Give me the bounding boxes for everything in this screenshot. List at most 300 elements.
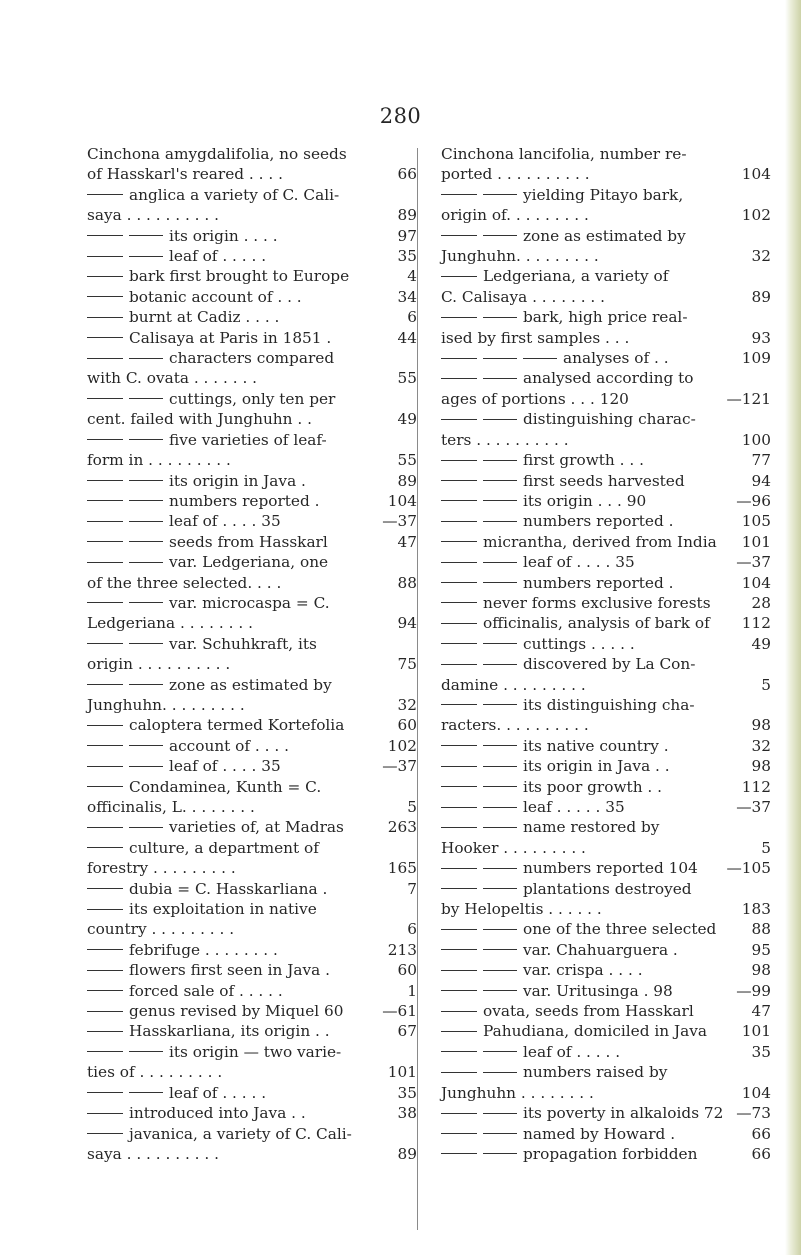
entry-text: Hasskarliana, its origin . . bbox=[129, 1022, 330, 1041]
ditto-dash bbox=[129, 643, 163, 644]
entry-text: its origin . . . . bbox=[169, 226, 278, 245]
ditto-dash bbox=[441, 419, 477, 420]
ditto-dash bbox=[87, 521, 123, 522]
ditto-dash bbox=[441, 562, 477, 563]
index-entry bbox=[87, 328, 417, 348]
entry-text: leaf of . . . . . bbox=[169, 247, 267, 266]
index-entry bbox=[87, 1083, 417, 1103]
entry-page-ref: 7 bbox=[407, 879, 417, 898]
ditto-dash bbox=[87, 725, 123, 726]
ditto-dash bbox=[129, 766, 163, 767]
index-column-right bbox=[441, 144, 771, 1164]
ditto-dash bbox=[483, 317, 517, 318]
ditto-dash bbox=[441, 1133, 477, 1134]
page-edge-shadow bbox=[785, 0, 801, 1255]
index-entry bbox=[87, 634, 417, 675]
entry-text: zone as estimated by bbox=[523, 226, 686, 245]
ditto-dash bbox=[441, 1011, 477, 1012]
entry-page-ref: 4 bbox=[407, 267, 417, 286]
ditto-dash bbox=[129, 562, 163, 563]
entry-page-ref: 89 bbox=[397, 206, 417, 225]
ditto-dash bbox=[87, 847, 123, 848]
index-entry bbox=[87, 491, 417, 511]
entry-page-ref: 88 bbox=[397, 573, 417, 592]
entry-page-ref: 165 bbox=[387, 859, 417, 878]
entry-page-ref: 98 bbox=[751, 961, 771, 980]
index-entry bbox=[441, 491, 771, 511]
ditto-dash bbox=[441, 786, 477, 787]
ditto-dash bbox=[441, 460, 477, 461]
entry-text: seeds from Hasskarl bbox=[169, 532, 328, 551]
entry-text: distinguishing charac- bbox=[523, 410, 696, 429]
index-entry bbox=[441, 634, 771, 654]
entry-text: of Hasskarl's reared . . . . bbox=[87, 165, 283, 184]
ditto-dash bbox=[87, 827, 123, 828]
ditto-dash bbox=[441, 745, 477, 746]
entry-text: characters compared bbox=[169, 349, 335, 368]
entry-page-ref: 102 bbox=[741, 206, 771, 225]
ditto-dash bbox=[441, 1051, 477, 1052]
ditto-dash bbox=[129, 827, 163, 828]
ditto-dash bbox=[483, 460, 517, 461]
entry-text: saya . . . . . . . . . . bbox=[87, 206, 219, 225]
ditto-dash bbox=[441, 276, 477, 277]
ditto-dash bbox=[441, 888, 477, 889]
ditto-dash bbox=[441, 602, 477, 603]
entry-text: country . . . . . . . . . bbox=[87, 920, 235, 939]
entry-page-ref: 55 bbox=[397, 451, 417, 470]
entry-text: damine . . . . . . . . . bbox=[441, 675, 586, 694]
entry-text: five varieties of leaf- bbox=[169, 430, 327, 449]
index-entry bbox=[87, 246, 417, 266]
index-entry bbox=[87, 511, 417, 531]
entry-text: cent. failed with Junghuhn . . bbox=[87, 410, 312, 429]
index-entry bbox=[87, 960, 417, 980]
ditto-dash bbox=[483, 807, 517, 808]
entry-page-ref: 49 bbox=[751, 634, 771, 653]
ditto-dash bbox=[87, 643, 123, 644]
entry-page-ref: 94 bbox=[751, 471, 771, 490]
entry-page-ref: —96 bbox=[736, 491, 771, 510]
entry-text: ised by first samples . . . bbox=[441, 328, 630, 347]
entry-text: var. microcaspa = C. bbox=[169, 593, 330, 612]
entry-text: account of . . . . bbox=[169, 736, 289, 755]
entry-page-ref: 102 bbox=[387, 736, 417, 755]
ditto-dash bbox=[87, 1051, 123, 1052]
entry-page-ref: 183 bbox=[741, 900, 771, 919]
entry-page-ref: 101 bbox=[741, 1022, 771, 1041]
entry-text: first seeds harvested bbox=[523, 471, 685, 490]
index-entry bbox=[441, 797, 771, 817]
ditto-dash bbox=[441, 541, 477, 542]
ditto-dash bbox=[441, 664, 477, 665]
entry-page-ref: 49 bbox=[397, 410, 417, 429]
entry-text: cuttings . . . . . bbox=[523, 634, 635, 653]
ditto-dash bbox=[483, 970, 517, 971]
index-entry bbox=[87, 838, 417, 879]
ditto-dash bbox=[483, 949, 517, 950]
entry-text: with C. ovata . . . . . . . bbox=[87, 369, 258, 388]
index-entry bbox=[441, 593, 771, 613]
ditto-dash bbox=[441, 521, 477, 522]
entry-text: first growth . . . bbox=[523, 451, 644, 470]
index-entry bbox=[87, 817, 417, 837]
ditto-dash bbox=[441, 358, 477, 359]
entry-text: cuttings, only ten per bbox=[169, 389, 336, 408]
index-entry bbox=[441, 777, 771, 797]
entry-text: numbers reported 104 bbox=[523, 859, 698, 878]
entry-page-ref: 47 bbox=[751, 1002, 771, 1021]
entry-text: ters . . . . . . . . . . bbox=[441, 430, 569, 449]
entry-page-ref: 34 bbox=[397, 287, 417, 306]
ditto-dash bbox=[441, 704, 477, 705]
entry-text: numbers reported . bbox=[523, 512, 674, 531]
ditto-dash bbox=[129, 235, 163, 236]
entry-text: one of the three selected bbox=[523, 920, 717, 939]
ditto-dash bbox=[87, 480, 123, 481]
ditto-dash bbox=[87, 317, 123, 318]
entry-page-ref: 109 bbox=[741, 349, 771, 368]
ditto-dash bbox=[483, 480, 517, 481]
ditto-dash bbox=[87, 235, 123, 236]
index-entry bbox=[441, 552, 771, 572]
entry-text: var. crispa . . . . bbox=[523, 961, 643, 980]
entry-page-ref: 66 bbox=[751, 1144, 771, 1163]
entry-page-ref: —37 bbox=[736, 798, 771, 816]
entry-text: ages of portions . . . 120 bbox=[441, 389, 629, 408]
ditto-dash bbox=[441, 970, 477, 971]
entry-text: its origin in Java . bbox=[169, 471, 306, 490]
entry-text: analysed according to bbox=[523, 369, 694, 388]
entry-page-ref: 89 bbox=[397, 1144, 417, 1163]
entry-text: by Helopeltis . . . . . . bbox=[441, 900, 602, 919]
entry-text: analyses of . . bbox=[563, 349, 669, 368]
ditto-dash bbox=[87, 562, 123, 563]
entry-page-ref: 60 bbox=[397, 961, 417, 980]
entry-page-ref: 32 bbox=[397, 695, 417, 714]
index-entry bbox=[441, 1021, 771, 1041]
entry-text: flowers first seen in Java . bbox=[129, 961, 330, 980]
index-entry bbox=[87, 1124, 417, 1165]
index-entry bbox=[87, 266, 417, 286]
ditto-dash bbox=[483, 194, 517, 195]
entry-page-ref: 55 bbox=[397, 369, 417, 388]
entry-text: Junghuhn. . . . . . . . . bbox=[441, 247, 599, 266]
ditto-dash bbox=[483, 643, 517, 644]
entry-text: leaf of . . . . . bbox=[523, 1042, 621, 1061]
entry-page-ref: 66 bbox=[751, 1124, 771, 1143]
index-entry bbox=[441, 185, 771, 226]
ditto-dash bbox=[483, 1072, 517, 1073]
index-entry bbox=[87, 1001, 417, 1021]
ditto-dash bbox=[441, 929, 477, 930]
ditto-dash bbox=[441, 317, 477, 318]
ditto-dash bbox=[483, 888, 517, 889]
entry-text: Junghuhn. . . . . . . . . bbox=[87, 695, 245, 714]
index-entry bbox=[87, 715, 417, 735]
entry-page-ref: 104 bbox=[741, 573, 771, 592]
index-entry bbox=[441, 1124, 771, 1144]
ditto-dash bbox=[129, 684, 163, 685]
index-column-left bbox=[87, 144, 417, 1164]
index-entry bbox=[441, 471, 771, 491]
entry-page-ref: 32 bbox=[751, 247, 771, 266]
ditto-dash bbox=[441, 643, 477, 644]
entry-text: Ledgeriana . . . . . . . . bbox=[87, 614, 253, 633]
entry-text: anglica a variety of C. Cali- bbox=[129, 185, 340, 204]
entry-page-ref: 35 bbox=[397, 247, 417, 266]
entry-text: leaf of . . . . 35 bbox=[169, 512, 281, 531]
entry-text: caloptera termed Kortefolia bbox=[129, 716, 345, 735]
ditto-dash bbox=[483, 521, 517, 522]
entry-text: Condaminea, Kunth = C. bbox=[129, 777, 322, 796]
ditto-dash bbox=[87, 439, 123, 440]
entry-text: dubia = C. Hasskarliana . bbox=[129, 879, 328, 898]
ditto-dash bbox=[87, 1133, 123, 1134]
ditto-dash bbox=[87, 337, 123, 338]
entry-page-ref: —37 bbox=[382, 757, 417, 776]
ditto-dash bbox=[87, 888, 123, 889]
entry-text: var. Uritusinga . 98 bbox=[523, 981, 673, 1000]
ditto-dash bbox=[129, 439, 163, 440]
index-entry bbox=[87, 736, 417, 756]
entry-text: ties of . . . . . . . . . bbox=[87, 1063, 223, 1082]
ditto-dash bbox=[87, 970, 123, 971]
ditto-dash bbox=[483, 827, 517, 828]
entry-page-ref: 35 bbox=[397, 1083, 417, 1102]
entry-text: culture, a department of bbox=[129, 838, 319, 857]
entry-text: leaf of . . . . . bbox=[169, 1083, 267, 1102]
entry-text: zone as estimated by bbox=[169, 675, 332, 694]
index-entry bbox=[441, 1144, 771, 1164]
entry-text: leaf of . . . . 35 bbox=[169, 757, 281, 776]
index-entry bbox=[87, 144, 417, 185]
entry-text: Pahudiana, domiciled in Java bbox=[483, 1022, 708, 1041]
index-entry bbox=[441, 919, 771, 939]
entry-page-ref: —99 bbox=[736, 981, 771, 1000]
entry-text: numbers reported . bbox=[169, 491, 320, 510]
entry-text: Cinchona lancifolia, number re- bbox=[441, 145, 687, 163]
entry-page-ref: —73 bbox=[736, 1104, 771, 1123]
entry-page-ref: 88 bbox=[751, 920, 771, 939]
index-entry bbox=[441, 573, 771, 593]
ditto-dash bbox=[87, 194, 123, 195]
index-entry bbox=[441, 1001, 771, 1021]
entry-text: yielding Pitayo bark, bbox=[523, 185, 684, 204]
ditto-dash bbox=[87, 745, 123, 746]
index-entry bbox=[441, 654, 771, 695]
ditto-dash bbox=[441, 1113, 477, 1114]
ditto-dash bbox=[441, 235, 477, 236]
index-entry bbox=[441, 613, 771, 633]
entry-text: ovata, seeds from Hasskarl bbox=[483, 1002, 694, 1021]
index-entry bbox=[441, 348, 771, 368]
entry-text: C. Calisaya . . . . . . . . bbox=[441, 287, 606, 306]
entry-page-ref: 32 bbox=[751, 736, 771, 755]
ditto-dash bbox=[129, 398, 163, 399]
entry-page-ref: 101 bbox=[741, 532, 771, 551]
entry-page-ref: 98 bbox=[751, 716, 771, 735]
entry-page-ref: 6 bbox=[407, 920, 417, 939]
index-entry bbox=[441, 940, 771, 960]
entry-page-ref: 38 bbox=[397, 1104, 417, 1123]
entry-page-ref: 5 bbox=[761, 675, 771, 694]
index-entry bbox=[441, 960, 771, 980]
entry-page-ref: —61 bbox=[382, 1002, 417, 1021]
column-divider bbox=[417, 148, 418, 1230]
page-number: 280 bbox=[379, 104, 422, 128]
index-entry bbox=[441, 226, 771, 267]
entry-text: plantations destroyed bbox=[523, 879, 692, 898]
index-entry bbox=[441, 532, 771, 552]
ditto-dash bbox=[87, 398, 123, 399]
index-entry bbox=[441, 511, 771, 531]
ditto-dash bbox=[87, 276, 123, 277]
ditto-dash bbox=[441, 766, 477, 767]
entry-page-ref: 104 bbox=[741, 165, 771, 184]
ditto-dash bbox=[129, 256, 163, 257]
entry-page-ref: 67 bbox=[397, 1022, 417, 1041]
ditto-dash bbox=[483, 378, 517, 379]
ditto-dash bbox=[87, 1113, 123, 1114]
ditto-dash bbox=[87, 786, 123, 787]
index-entry bbox=[441, 879, 771, 920]
ditto-dash bbox=[483, 745, 517, 746]
ditto-dash bbox=[129, 602, 163, 603]
entry-text: origin . . . . . . . . . . bbox=[87, 655, 231, 674]
ditto-dash bbox=[483, 500, 517, 501]
ditto-dash bbox=[441, 582, 477, 583]
ditto-dash bbox=[87, 766, 123, 767]
ditto-dash bbox=[483, 664, 517, 665]
index-entry bbox=[441, 450, 771, 470]
entry-text: named by Howard . bbox=[523, 1124, 676, 1143]
entry-page-ref: 98 bbox=[751, 757, 771, 776]
index-entry bbox=[441, 736, 771, 756]
entry-text: its exploitation in native bbox=[129, 900, 317, 919]
index-entry bbox=[87, 675, 417, 716]
ditto-dash bbox=[129, 358, 163, 359]
ditto-dash bbox=[483, 786, 517, 787]
entry-page-ref: 6 bbox=[407, 308, 417, 327]
entry-page-ref: 95 bbox=[751, 940, 771, 959]
entry-text: of the three selected. . . . bbox=[87, 573, 282, 592]
ditto-dash bbox=[87, 541, 123, 542]
ditto-dash bbox=[483, 990, 517, 991]
ditto-dash bbox=[87, 256, 123, 257]
entry-text: discovered by La Con- bbox=[523, 655, 696, 674]
entry-text: propagation forbidden bbox=[523, 1144, 698, 1163]
ditto-dash bbox=[483, 1051, 517, 1052]
ditto-dash bbox=[483, 766, 517, 767]
entry-text: numbers raised by bbox=[523, 1063, 668, 1082]
entry-page-ref: 5 bbox=[761, 838, 771, 857]
entry-page-ref: 105 bbox=[741, 512, 771, 531]
entry-text: its origin in Java . . bbox=[523, 757, 670, 776]
ditto-dash bbox=[523, 358, 557, 359]
ditto-dash bbox=[87, 949, 123, 950]
ditto-dash bbox=[87, 909, 123, 910]
entry-page-ref: 66 bbox=[397, 165, 417, 184]
ditto-dash bbox=[483, 358, 517, 359]
ditto-dash bbox=[129, 541, 163, 542]
entry-text: racters. . . . . . . . . . bbox=[441, 716, 589, 735]
index-entry bbox=[87, 593, 417, 634]
entry-page-ref: 5 bbox=[407, 798, 417, 816]
ditto-dash bbox=[87, 602, 123, 603]
index-entry bbox=[87, 430, 417, 471]
entry-text: its origin — two varie- bbox=[169, 1042, 342, 1061]
index-entry bbox=[87, 287, 417, 307]
ditto-dash bbox=[441, 1031, 477, 1032]
entry-text: botanic account of . . . bbox=[129, 287, 302, 306]
index-entry bbox=[87, 1021, 417, 1041]
index-entry bbox=[87, 899, 417, 940]
index-entry bbox=[87, 981, 417, 1001]
entry-text: Cinchona amygdalifolia, no seeds bbox=[87, 145, 347, 163]
entry-text: Junghuhn . . . . . . . . bbox=[441, 1083, 594, 1102]
entry-page-ref: —121 bbox=[726, 389, 771, 408]
ditto-dash bbox=[87, 1092, 123, 1093]
ditto-dash bbox=[441, 378, 477, 379]
ditto-dash bbox=[129, 521, 163, 522]
ditto-dash bbox=[87, 1031, 123, 1032]
index-entry bbox=[441, 981, 771, 1001]
ditto-dash bbox=[87, 684, 123, 685]
entry-page-ref: 28 bbox=[751, 593, 771, 612]
entry-page-ref: —37 bbox=[736, 553, 771, 572]
entry-text: varieties of, at Madras bbox=[169, 818, 344, 837]
ditto-dash bbox=[441, 623, 477, 624]
ditto-dash bbox=[129, 1092, 163, 1093]
entry-text: saya . . . . . . . . . . bbox=[87, 1144, 219, 1163]
entry-page-ref: 1 bbox=[407, 981, 417, 1000]
index-entry bbox=[87, 940, 417, 960]
ditto-dash bbox=[441, 194, 477, 195]
index-entry bbox=[87, 1103, 417, 1123]
entry-text: var. Schuhkraft, its bbox=[169, 634, 317, 653]
index-entry bbox=[87, 1042, 417, 1083]
ditto-dash bbox=[483, 704, 517, 705]
index-entry bbox=[441, 1062, 771, 1103]
entry-text: forestry . . . . . . . . . bbox=[87, 859, 236, 878]
entry-text: leaf . . . . . 35 bbox=[523, 798, 625, 816]
entry-text: burnt at Cadiz . . . . bbox=[129, 308, 280, 327]
index-entry bbox=[87, 348, 417, 389]
entry-text: Calisaya at Paris in 1851 . bbox=[129, 328, 332, 347]
index-entry bbox=[441, 307, 771, 348]
entry-text: ported . . . . . . . . . . bbox=[441, 165, 590, 184]
entry-text: bark, high price real- bbox=[523, 308, 688, 327]
index-entry bbox=[87, 777, 417, 818]
ditto-dash bbox=[129, 1051, 163, 1052]
entry-text: numbers reported . bbox=[523, 573, 674, 592]
entry-page-ref: 94 bbox=[397, 614, 417, 633]
ditto-dash bbox=[483, 1133, 517, 1134]
index-entry bbox=[441, 368, 771, 409]
ditto-dash bbox=[483, 235, 517, 236]
entry-text: name restored by bbox=[523, 818, 660, 837]
index-entry bbox=[87, 471, 417, 491]
entry-text: never forms exclusive forests bbox=[483, 593, 711, 612]
index-entry bbox=[87, 185, 417, 226]
entry-text: its origin . . . 90 bbox=[523, 491, 647, 510]
index-entry bbox=[87, 532, 417, 552]
entry-page-ref: 101 bbox=[387, 1063, 417, 1082]
ditto-dash bbox=[441, 500, 477, 501]
entry-text: javanica, a variety of C. Cali- bbox=[129, 1124, 352, 1143]
ditto-dash bbox=[441, 807, 477, 808]
